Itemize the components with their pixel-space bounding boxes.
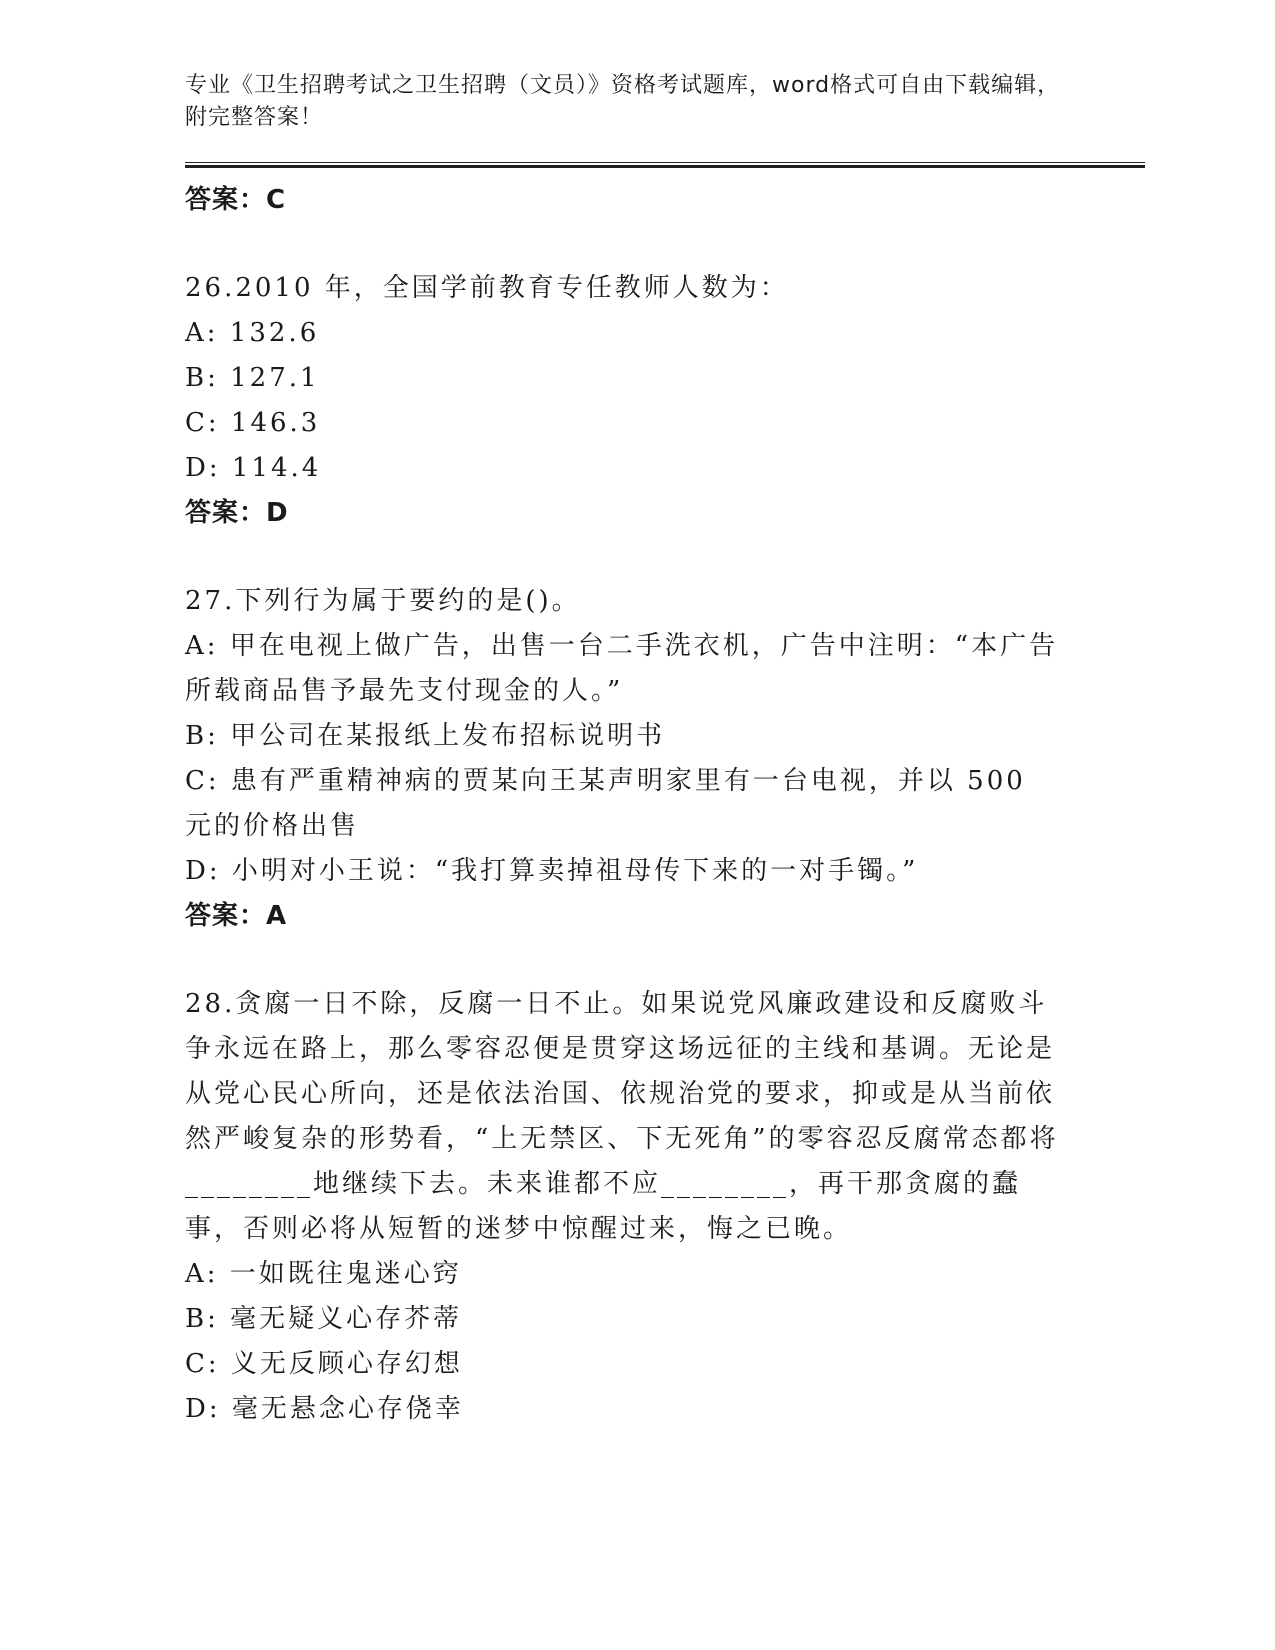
- spacer: [185, 535, 1145, 579]
- option-c: C: 患有严重精神病的贾某向王某声明家里有一台电视，并以 500 元的价格出售: [185, 766, 1026, 841]
- option-b: B: 毫无疑义心存芥蒂: [185, 1304, 463, 1334]
- option-c: C: 义无反顾心存幻想: [185, 1349, 463, 1379]
- answer-line: 答案：D: [185, 498, 289, 528]
- answer-line: 答案：C: [185, 185, 287, 215]
- option-d: D: 小明对小王说：“我打算卖掉祖母传下来的一对手镯。”: [185, 856, 919, 886]
- option-a: A: 132.6: [185, 318, 320, 348]
- question-block: [185, 579, 1145, 938]
- option-b: B: 甲公司在某报纸上发布招标说明书: [185, 721, 666, 751]
- question-block: [185, 266, 1145, 535]
- question-stem: 26.2010 年，全国学前教育专任教师人数为：: [185, 273, 789, 303]
- spacer: [185, 222, 1145, 266]
- option-d: D: 114.4: [185, 453, 322, 483]
- question-stem: 28.贪腐一日不除，反腐一日不止。如果说党风廉政建设和反腐败斗争永远在路上，那么零容忍便是贯穿这场远征的主线和基调。无论是从党心民心所向，还是依法治国、依规治党的要求，抑或是从当前依然严峻复杂的形势看，“上无禁区、下无死角”的零容忍反腐常态都将________地继续下去。未来谁都不应________，再干那贪腐的蠢事，否则必将从短暂的迷梦中惊醒过来，悔之已晚。: [185, 989, 1059, 1244]
- option-a: A: 一如既往鬼迷心窍: [185, 1259, 462, 1289]
- option-c: C: 146.3: [185, 408, 321, 438]
- option-d: D: 毫无悬念心存侥幸: [185, 1394, 464, 1424]
- header-divider: [185, 162, 1145, 168]
- document-page: [185, 70, 1145, 1432]
- question-block: [185, 982, 1145, 1432]
- question-stem: 27.下列行为属于要约的是()。: [185, 586, 581, 616]
- spacer: [185, 938, 1145, 982]
- answer-line: 答案：A: [185, 901, 288, 931]
- document-header: 专业《卫生招聘考试之卫生招聘（文员）》资格考试题库，word格式可自由下载编辑，附完整答案！: [185, 73, 1061, 130]
- option-b: B: 127.1: [185, 363, 320, 393]
- option-a: A: 甲在电视上做广告，出售一台二手洗衣机，广告中注明：“本广告所载商品售予最先支付现金的人。”: [185, 631, 1059, 706]
